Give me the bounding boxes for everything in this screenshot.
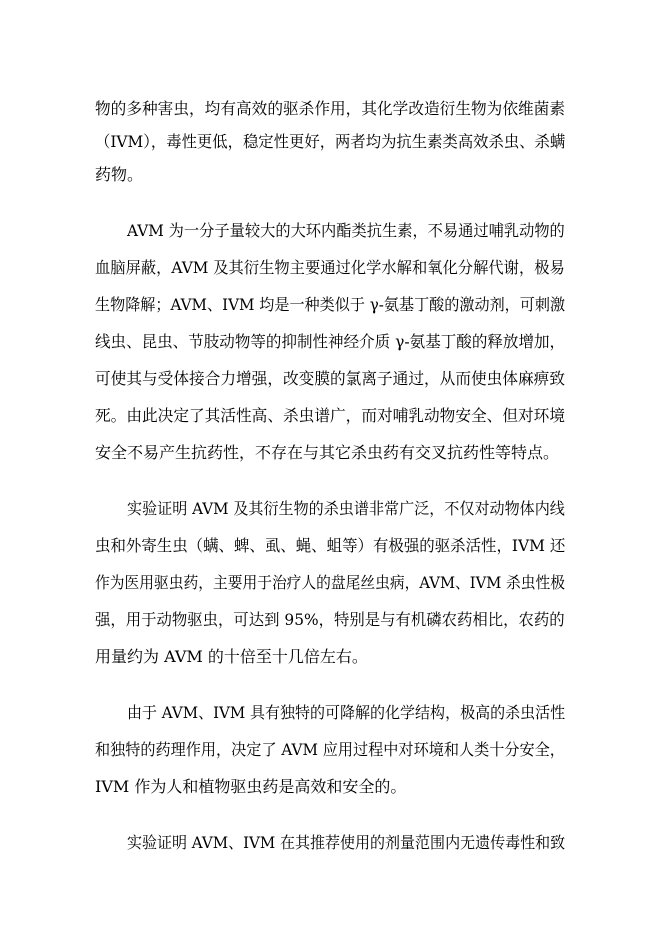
- text-line: 线虫、昆虫、节肢动物等的抑制性神经介质 γ-氨基丁酸的释放增加，: [95, 332, 566, 351]
- text-line: 物的多种害虫，均有高效的驱杀作用，其化学改造衍生物为依维菌素: [95, 99, 566, 118]
- text-line: 作为医用驱虫药，主要用于治疗人的盘尾丝虫病，AVM、IVM 杀虫性极: [95, 573, 566, 592]
- paragraph-first-line: 实验证明 AVM、IVM 在其推荐使用的剂量范围内无遗传毒性和致: [127, 833, 566, 852]
- text-line: 安全不易产生抗药性，不存在与其它杀虫药有交叉抗药性等特点。: [95, 443, 560, 462]
- text-line: IVM 作为人和植物驱虫药是高效和安全的。: [95, 777, 407, 796]
- text-line: 可使其与受体接合力增强，改变膜的氯离子通过，从而使虫体麻痹致: [95, 369, 566, 388]
- text-line: 和独特的药理作用，决定了 AVM 应用过程中对环境和人类十分安全，: [95, 740, 565, 759]
- paragraph-first-line: AVM 为一分子量较大的大环内酯类抗生素，不易通过哺乳动物的: [127, 221, 565, 240]
- text-line: 血脑屏蔽，AVM 及其衍生物主要通过化学水解和氧化分解代谢，极易: [95, 258, 565, 277]
- text-line: 虫和外寄生虫（螨、蜱、虱、蝇、蛆等）有极强的驱杀活性，IVM 还: [95, 536, 566, 555]
- text-line: 生物降解；AVM、IVM 均是一种类似于 γ-氨基丁酸的激动剂，可刺激: [95, 295, 566, 314]
- paragraph-first-line: 实验证明 AVM 及其衍生物的杀虫谱非常广泛，不仅对动物体内线: [127, 499, 565, 518]
- paragraph-first-line: 由于 AVM、IVM 具有独特的可降解的化学结构，极高的杀虫活性: [127, 703, 566, 722]
- text-line: 死。由此决定了其活性高、杀虫谱广，而对哺乳动物安全、但对环境: [95, 406, 566, 425]
- text-line: 强，用于动物驱虫，可达到 95%，特别是与有机磷农药相比，农药的: [95, 610, 565, 629]
- text-line: 药物。: [95, 165, 144, 184]
- text-line: （IVM），毒性更低，稳定性更好，两者均为抗生素类高效杀虫、杀螨: [95, 132, 566, 151]
- text-line: 用量约为 AVM 的十倍至十几倍左右。: [95, 647, 368, 666]
